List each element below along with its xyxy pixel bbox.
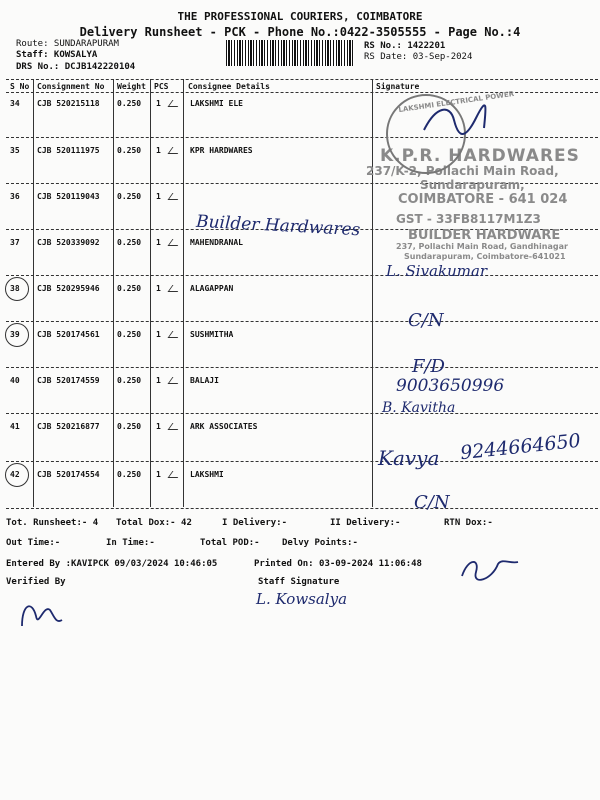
- handwriting-row40: B. Kavitha: [382, 400, 456, 416]
- handwriting-row42: C/N: [414, 492, 450, 513]
- kpr-stamp-gst: GST - 33FB8117M1Z3: [396, 212, 541, 226]
- col-divider: [113, 79, 114, 507]
- tick-mark: [168, 285, 183, 292]
- kpr-stamp-name: K.P.R. HARDWARES: [380, 146, 580, 166]
- cell-weight: 0.250: [117, 330, 142, 339]
- cell-pcs: 1: [156, 330, 161, 339]
- cell-consignment: CJB 520215118: [37, 99, 100, 108]
- cell-weight: 0.250: [117, 192, 142, 201]
- cell-consignment: CJB 520216877: [37, 422, 100, 431]
- row-circle-mark: [5, 463, 29, 487]
- runsheet-title: Delivery Runsheet - PCK - Phone No.:0422-3505555 - Page No.:4: [79, 25, 521, 39]
- cell-consignment: CJB 520119043: [37, 192, 100, 201]
- cell-pcs: 1: [156, 238, 161, 247]
- in-time: In Time:-: [106, 538, 155, 548]
- col-header-weight: Weight: [117, 82, 146, 91]
- kpr-stamp-address3: COIMBATORE - 641 024: [398, 192, 568, 207]
- tick-mark: [168, 331, 183, 338]
- col-header-sno: S No: [10, 82, 30, 91]
- cell-consignment: CJB 520174559: [37, 376, 100, 385]
- col-header-signature: Signature: [376, 82, 420, 91]
- cell-consignment: CJB 520174561: [37, 330, 100, 339]
- total-pod: Total POD:-: [200, 538, 260, 548]
- table-bottom-rule: [6, 508, 598, 509]
- cell-weight: 0.250: [117, 284, 142, 293]
- handwriting-row38: C/N: [408, 310, 444, 331]
- cell-consignee: KPR HARDWARES: [190, 146, 253, 155]
- handwriting-phone1: 9003650996: [396, 376, 505, 396]
- handwriting-phone2: 9244664650: [459, 429, 582, 465]
- rs-number: RS No.: 1422201: [364, 41, 446, 51]
- tick-mark: [168, 377, 183, 384]
- handwriting-row39: F/D: [412, 356, 445, 377]
- drs-number: DRS No.: DCJB142220104: [16, 62, 136, 72]
- total-runsheet: Tot. Runsheet:- 4: [6, 518, 99, 528]
- cell-sno: 35: [10, 146, 20, 155]
- cell-consignee: LAKSHMI ELE: [190, 99, 243, 108]
- verified-by-label: Verified By: [6, 577, 66, 587]
- delvy-points: Delvy Points:-: [282, 538, 358, 548]
- cell-pcs: 1: [156, 422, 161, 431]
- cell-sno: 39: [10, 330, 20, 339]
- cell-sno: 38: [10, 284, 20, 293]
- builder-stamp-name: BUILDER HARDWARE: [408, 228, 561, 243]
- cell-sno: 34: [10, 99, 20, 108]
- tick-mark: [168, 471, 183, 478]
- cell-consignee: ALAGAPPAN: [190, 284, 234, 293]
- cell-sno: 41: [10, 422, 20, 431]
- col-divider: [150, 79, 151, 507]
- row-circle-mark: [5, 277, 29, 301]
- lakshmi-stamp-text: LAKSHMI ELECTRICAL POWER: [398, 89, 515, 115]
- col-header-pcs: PCS: [154, 82, 169, 91]
- rtn-dox: RTN Dox:-: [444, 518, 493, 528]
- cell-consignee: SUSHMITHA: [190, 330, 234, 339]
- tick-mark: [168, 423, 183, 430]
- barcode: [226, 40, 354, 66]
- row-circle-mark: [5, 323, 29, 347]
- kpr-stamp-address2: Sundarapuram,: [420, 178, 525, 192]
- cell-pcs: 1: [156, 284, 161, 293]
- cell-pcs: 1: [156, 146, 161, 155]
- col-header-consignment: Consignment No: [37, 82, 105, 91]
- staff-signature-label: Staff Signature: [258, 577, 340, 587]
- row-divider: [6, 367, 598, 368]
- rs-date: RS Date: 03-Sep-2024: [364, 52, 473, 62]
- i-delivery: I Delivery:-: [222, 518, 288, 528]
- cell-pcs: 1: [156, 192, 161, 201]
- cell-pcs: 1: [156, 470, 161, 479]
- cell-consignment: CJB 520174554: [37, 470, 100, 479]
- cell-sno: 40: [10, 376, 20, 385]
- cell-weight: 0.250: [117, 376, 142, 385]
- cell-sno: 36: [10, 192, 20, 201]
- tick-mark: [168, 193, 183, 200]
- col-divider: [33, 79, 34, 507]
- row-divider: [6, 275, 598, 276]
- initials-scribble: [458, 554, 522, 584]
- cell-pcs: 1: [156, 376, 161, 385]
- cell-consignee: ARK ASSOCIATES: [190, 422, 258, 431]
- cell-consignee: MAHENDRANAL: [190, 238, 243, 247]
- cell-consignment: CJB 520339092: [37, 238, 100, 247]
- ii-delivery: II Delivery:-: [330, 518, 401, 528]
- cell-sno: 37: [10, 238, 20, 247]
- handwriting-row37: L. Sivakumar: [386, 262, 488, 280]
- row-divider: [6, 413, 598, 414]
- table-top-rule: [6, 79, 598, 80]
- company-title: THE PROFESSIONAL COURIERS, COIMBATORE: [177, 10, 423, 23]
- route-label: Route: SUNDARAPURAM: [16, 39, 119, 49]
- entered-by: Entered By :KAVIPCK 09/03/2024 10:46:05: [6, 559, 218, 569]
- staff-label: Staff: KOWSALYA: [16, 50, 98, 60]
- staff-signature-handwriting: L. Kowsalya: [256, 590, 348, 608]
- printed-on: Printed On: 03-09-2024 11:06:48: [254, 559, 422, 569]
- cell-consignee: BALAJI: [190, 376, 219, 385]
- cell-consignment: CJB 520111975: [37, 146, 100, 155]
- tick-mark: [168, 100, 183, 107]
- handwriting-row41: Kavya: [378, 446, 440, 470]
- row34-signature-scribble: [420, 98, 490, 144]
- cell-weight: 0.250: [117, 422, 142, 431]
- verified-signature-scribble: [16, 596, 66, 636]
- col-divider: [372, 79, 373, 507]
- col-divider: [183, 79, 184, 507]
- out-time: Out Time:-: [6, 538, 61, 548]
- row-divider: [6, 461, 598, 462]
- cell-consignee: LAKSHMI: [190, 470, 224, 479]
- tick-mark: [168, 147, 183, 154]
- builder-stamp-address2: Sundarapuram, Coimbatore-641021: [404, 252, 566, 261]
- cell-pcs: 1: [156, 99, 161, 108]
- tick-mark: [168, 239, 183, 246]
- total-dox: Total Dox:- 42: [116, 518, 192, 528]
- handwriting-builder: Builder Hardwares: [195, 211, 361, 241]
- col-header-details: Consignee Details: [188, 82, 270, 91]
- cell-weight: 0.250: [117, 146, 142, 155]
- cell-weight: 0.250: [117, 99, 142, 108]
- row-divider: [6, 321, 598, 322]
- cell-weight: 0.250: [117, 238, 142, 247]
- row-divider: [6, 137, 598, 138]
- cell-sno: 42: [10, 470, 20, 479]
- kpr-stamp-address1: 237/K-2, Pollachi Main Road,: [366, 164, 559, 178]
- builder-stamp-address1: 237, Pollachi Main Road, Gandhinagar: [396, 242, 568, 251]
- cell-consignment: CJB 520295946: [37, 284, 100, 293]
- cell-weight: 0.250: [117, 470, 142, 479]
